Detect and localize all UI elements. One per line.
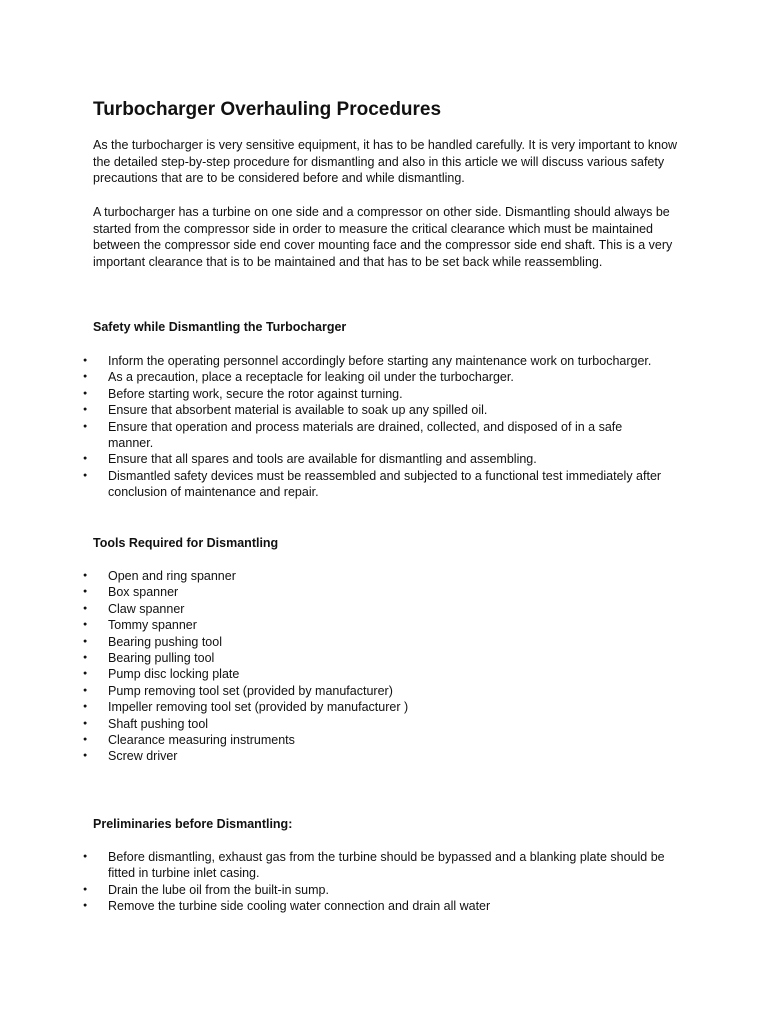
list-item: ● Tommy spanner [0,617,668,633]
list-item: ● Claw spanner [0,601,668,617]
list-item: ● Ensure that absorbent material is available to soak up any spilled oil. [0,402,668,418]
section-heading-preliminaries: Preliminaries before Dismantling: [93,817,293,831]
list-item: ● Bearing pulling tool [0,650,668,666]
document-title: Turbocharger Overhauling Procedures [93,99,442,120]
list-item: ● Drain the lube oil from the built-in sump. [0,882,668,898]
list-item: ● Impeller removing tool set (provided by manufacturer ) [0,699,668,715]
safety-list [0,353,768,501]
preliminaries-list [0,849,768,915]
section-heading-safety: Safety while Dismantling the Turbocharger [93,320,347,334]
intro-paragraph-1: As the turbocharger is very sensitive equipment, it has to be handled carefully. It is very important to know the detailed step-by-step procedure for dismantling and also in this article we will discuss various safety precautions that are to be considered before and while dismantling. [93,138,678,186]
list-item: ● Bearing pushing tool [0,634,668,650]
list-item: ● Shaft pushing tool [0,716,668,732]
intro-paragraph-2: A turbocharger has a turbine on one side and a compressor on other side. Dismantling should always be started from the compressor side in order to measure the critical clearance which must be maintained between the compressor side end cover mounting face and the compressor side end shaft. This is a very important clearance that is to be maintained and that has to be set back while reassembling. [93,205,673,269]
list-item: ● Inform the operating personnel accordingly before starting any maintenance work on turbocharger. [0,353,668,369]
list-item: ● Box spanner [0,584,668,600]
list-item: ● Screw driver [0,748,668,764]
list-item: ● Ensure that operation and process materials are drained, collected, and disposed of in a safe manner. [0,419,668,452]
list-item: ● Before dismantling, exhaust gas from the turbine should be bypassed and a blanking plate should be fitted in turbine inlet casing. [0,849,668,882]
list-item: ● Dismantled safety devices must be reassembled and subjected to a functional test immediately after conclusion of maintenance and repair. [0,468,668,501]
list-item: ● Clearance measuring instruments [0,732,668,748]
list-item: ● As a precaution, place a receptacle for leaking oil under the turbocharger. [0,369,668,385]
list-item: ● Before starting work, secure the rotor against turning. [0,386,668,402]
list-item: ● Ensure that all spares and tools are available for dismantling and assembling. [0,451,668,467]
list-item: ● Open and ring spanner [0,568,668,584]
list-item: ● Pump disc locking plate [0,666,668,682]
tools-list [0,568,768,765]
section-heading-tools: Tools Required for Dismantling [93,536,279,550]
list-item: ● Remove the turbine side cooling water connection and drain all water [0,898,668,914]
list-item: ● Pump removing tool set (provided by manufacturer) [0,683,668,699]
